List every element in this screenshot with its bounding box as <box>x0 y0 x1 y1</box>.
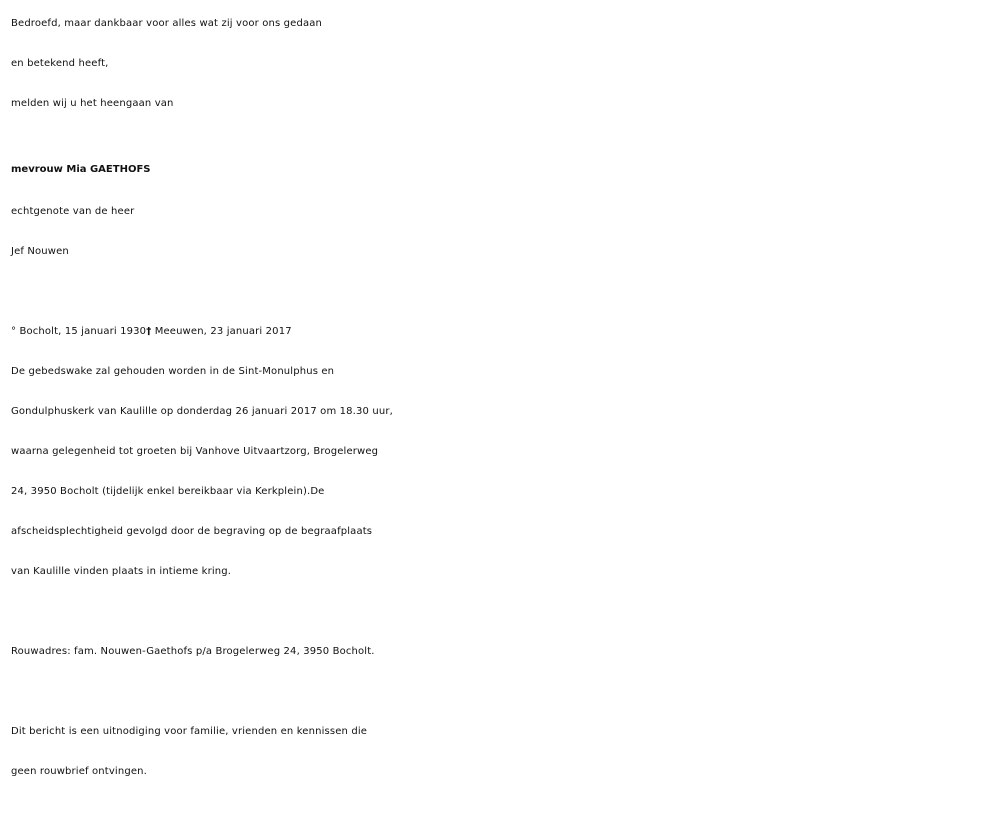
notice-line: geen rouwbrief ontvingen. <box>11 766 147 777</box>
deceased-name: mevrouw Mia GAETHOFS <box>11 164 151 175</box>
relation-line: Jef Nouwen <box>11 246 69 257</box>
death-date: Meeuwen, 23 januari 2017 <box>151 326 292 337</box>
spacer <box>11 272 991 312</box>
intro-line: en betekend heeft, <box>11 58 109 69</box>
ceremony-line: van Kaulille vinden plaats in intieme kring. <box>11 566 232 577</box>
relation-text <box>11 192 991 272</box>
ceremony-line: De gebedswake zal gehouden worden in de Sint-Monulphus en <box>11 366 335 377</box>
life-dates <box>11 312 991 352</box>
ceremony-line: Gondulphuskerk van Kaulille op donderdag 26 januari 2017 om 18.30 uur, <box>11 406 393 417</box>
ceremony-text <box>11 352 991 592</box>
cross-icon: † <box>146 326 152 337</box>
intro-line: melden wij u het heengaan van <box>11 98 174 109</box>
intro-text <box>11 4 991 124</box>
mourning-address: Rouwadres: fam. Nouwen-Gaethofs p/a Brogelerweg 24, 3950 Bocholt. <box>11 646 375 657</box>
ceremony-line: afscheidsplechtigheid gevolgd door de begraving op de begraafplaats <box>11 526 373 537</box>
ceremony-line: 24, 3950 Bocholt (tijdelijk enkel bereikbaar via Kerkplein).De <box>11 486 325 497</box>
birth-date: ° Bocholt, 15 januari 1930 <box>11 326 147 337</box>
obituary-notice <box>11 0 991 792</box>
spacer <box>11 672 991 712</box>
notice-line: Dit bericht is een uitnodiging voor familie, vrienden en kennissen die <box>11 726 368 737</box>
ceremony-line: waarna gelegenheid tot groeten bij Vanhove Uitvaartzorg, Brogelerweg <box>11 446 379 457</box>
spacer <box>11 592 991 632</box>
notice-text <box>11 712 991 792</box>
intro-line: Bedroefd, maar dankbaar voor alles wat zij voor ons gedaan <box>11 18 323 29</box>
relation-line: echtgenote van de heer <box>11 206 135 217</box>
